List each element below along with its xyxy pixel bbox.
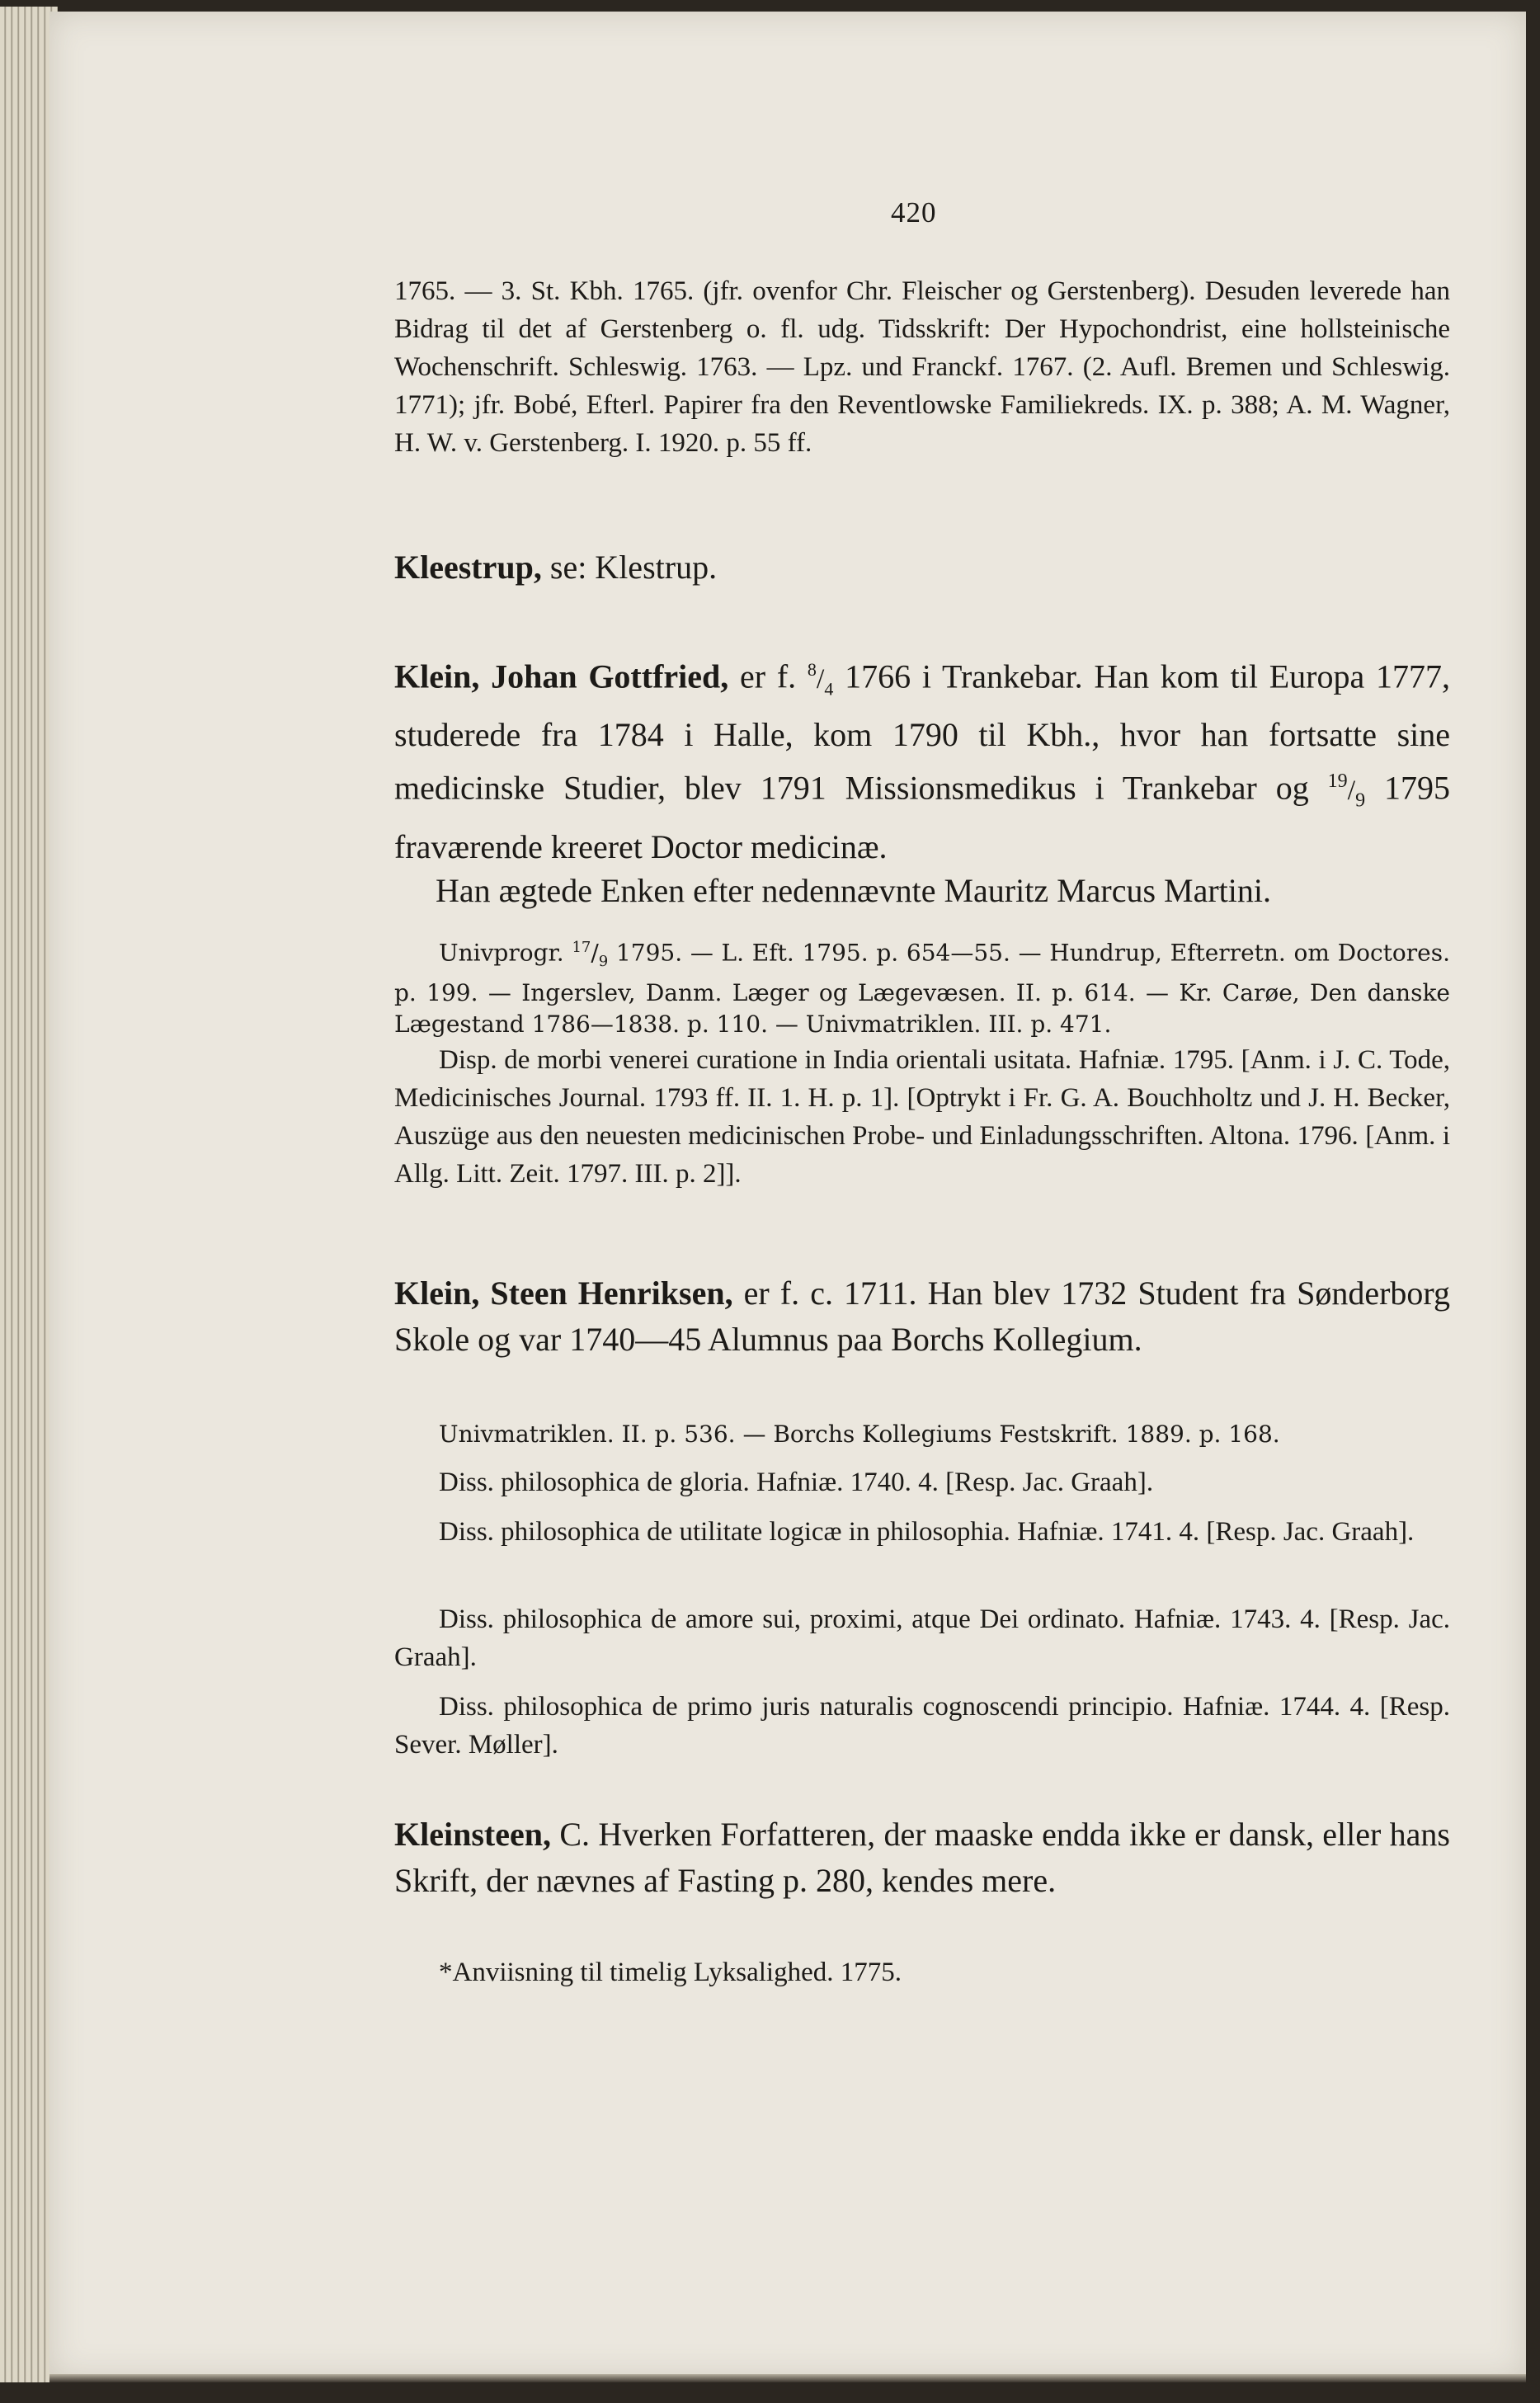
continuation-paragraph: 1765. — 3. St. Kbh. 1765. (jfr. ovenfor Chr. Fleischer og Gerstenberg). Desuden leverede han Bidrag til det af Gerstenberg o. fl. udg. Tidsskrift: Der Hypochondrist, eine hollsteinische Wochenschrift. Schleswig. 1763. — Lpz. und Franckf. 1767. (2. Aufl. Bremen und Schleswig. 1771); jfr. Bobé, Efterl. Papirer fra den Reventlowske Familiekreds. IX. p. 388; A. M. Wagner, H. W. v. Gerstenberg. I. 1920. p. 55 ff.: [394, 276, 1450, 458]
entry-klein-steen: [394, 1270, 1450, 1363]
reference-date-month: 9: [598, 952, 609, 970]
birth-date-month: 4: [824, 678, 834, 700]
entry-klein-johan: [394, 647, 1450, 870]
entry-klein-steen-work-2: Diss. philosophica de utilitate logicæ in philosophia. Hafniæ. 1741. 4. [Resp. Jac. Graah].: [439, 1517, 1415, 1547]
page-number: 420: [891, 196, 937, 229]
fraction-slash: /: [816, 663, 825, 695]
entry-klein-johan-references: [394, 932, 1450, 1040]
entry-heading: Klein, Steen Henriksen,: [394, 1275, 733, 1312]
birth-date-day: 8: [807, 659, 817, 680]
entry-klein-steen-work-4: Diss. philosophica de primo juris naturalis cognoscendi principio. Hafniæ. 1744. 4. [Resp. Sever. Møller].: [394, 1692, 1450, 1760]
entry-klein-johan-marriage: Han ægtede Enken efter nedennævnte Mauritz Marcus Martini.: [436, 872, 1272, 909]
reference-text: 1795. — L. Eft. 1795. p. 654—55. — Hundrup, Efterretn. om Doctores. p. 199. — Ingerslev, Danm. Læger og Lægevæsen. II. p. 614. — Kr. Carøe, Den danske Lægestand 1786—1838. p. 110. — Univmatriklen. III. p. 471.: [394, 939, 1450, 1038]
entry-text: se: Klestrup.: [541, 549, 718, 586]
entry-text: 1795 fraværende kreeret Doctor medicinæ.: [394, 769, 1451, 865]
entry-text: er f.: [728, 657, 808, 695]
entry-text: C. Hverken Forfatteren, der maaske endda ikke er dansk, eller hans Skrift, der nævnes af Fasting p. 280, kendes mere.: [394, 1816, 1450, 1899]
entry-heading: Kleinsteen,: [394, 1816, 551, 1853]
entry-kleinsteen: [394, 1812, 1450, 1904]
entry-kleestrup: [394, 544, 1450, 591]
entry-text: 1766 i Trankebar. Han kom til Europa 1777, studerede fra 1784 i Halle, kom 1790 til Kbh., hvor han fortsatte sine medicinske Studier, blev 1791 Missionsmedikus i Trankebar og: [394, 657, 1450, 807]
entry-kleinsteen-work: *Anviisning til timelig Lyksalighed. 1775.: [439, 1958, 902, 1987]
degree-date-month: 9: [1355, 789, 1366, 812]
entry-klein-steen-work-3: Diss. philosophica de amore sui, proximi, atque Dei ordinato. Hafniæ. 1743. 4. [Resp. Jac. Graah].: [394, 1604, 1450, 1672]
reference-date-day: 17: [572, 939, 591, 956]
entry-heading: Kleestrup,: [394, 549, 542, 586]
reference-text: Univprogr.: [439, 939, 572, 967]
entry-text: er f. c. 1711. Han blev 1732 Student fra Sønderborg Skole og var 1740—45 Alumnus paa Borchs Kollegium.: [394, 1275, 1450, 1358]
fraction-slash: /: [1347, 775, 1356, 806]
entry-klein-steen-references: Univmatriklen. II. p. 536. — Borchs Kollegiums Festskrift. 1889. p. 168.: [439, 1421, 1280, 1448]
degree-date-day: 19: [1327, 770, 1348, 793]
entry-heading: Klein, Johan Gottfried,: [394, 657, 729, 695]
entry-klein-johan-works: Disp. de morbi venerei curatione in India orientali usitata. Hafniæ. 1795. [Anm. i J. C. Tode, Medicinisches Journal. 1793 ff. II. 1. H. p. 1]. [Optrykt i Fr. G. A. Bouchholtz und J. H. Becker, Auszüge aus den neuesten medicinischen Probe- und Einladungsschriften. Altona. 1796. [Anm. i Allg. Litt. Zeit. 1797. III. p. 2]].: [394, 1045, 1450, 1189]
page-bottom-edge: [49, 2374, 1526, 2382]
fraction-slash: /: [591, 939, 599, 967]
entry-klein-steen-work-1: Diss. philosophica de gloria. Hafniæ. 1740. 4. [Resp. Jac. Graah].: [439, 1468, 1154, 1497]
